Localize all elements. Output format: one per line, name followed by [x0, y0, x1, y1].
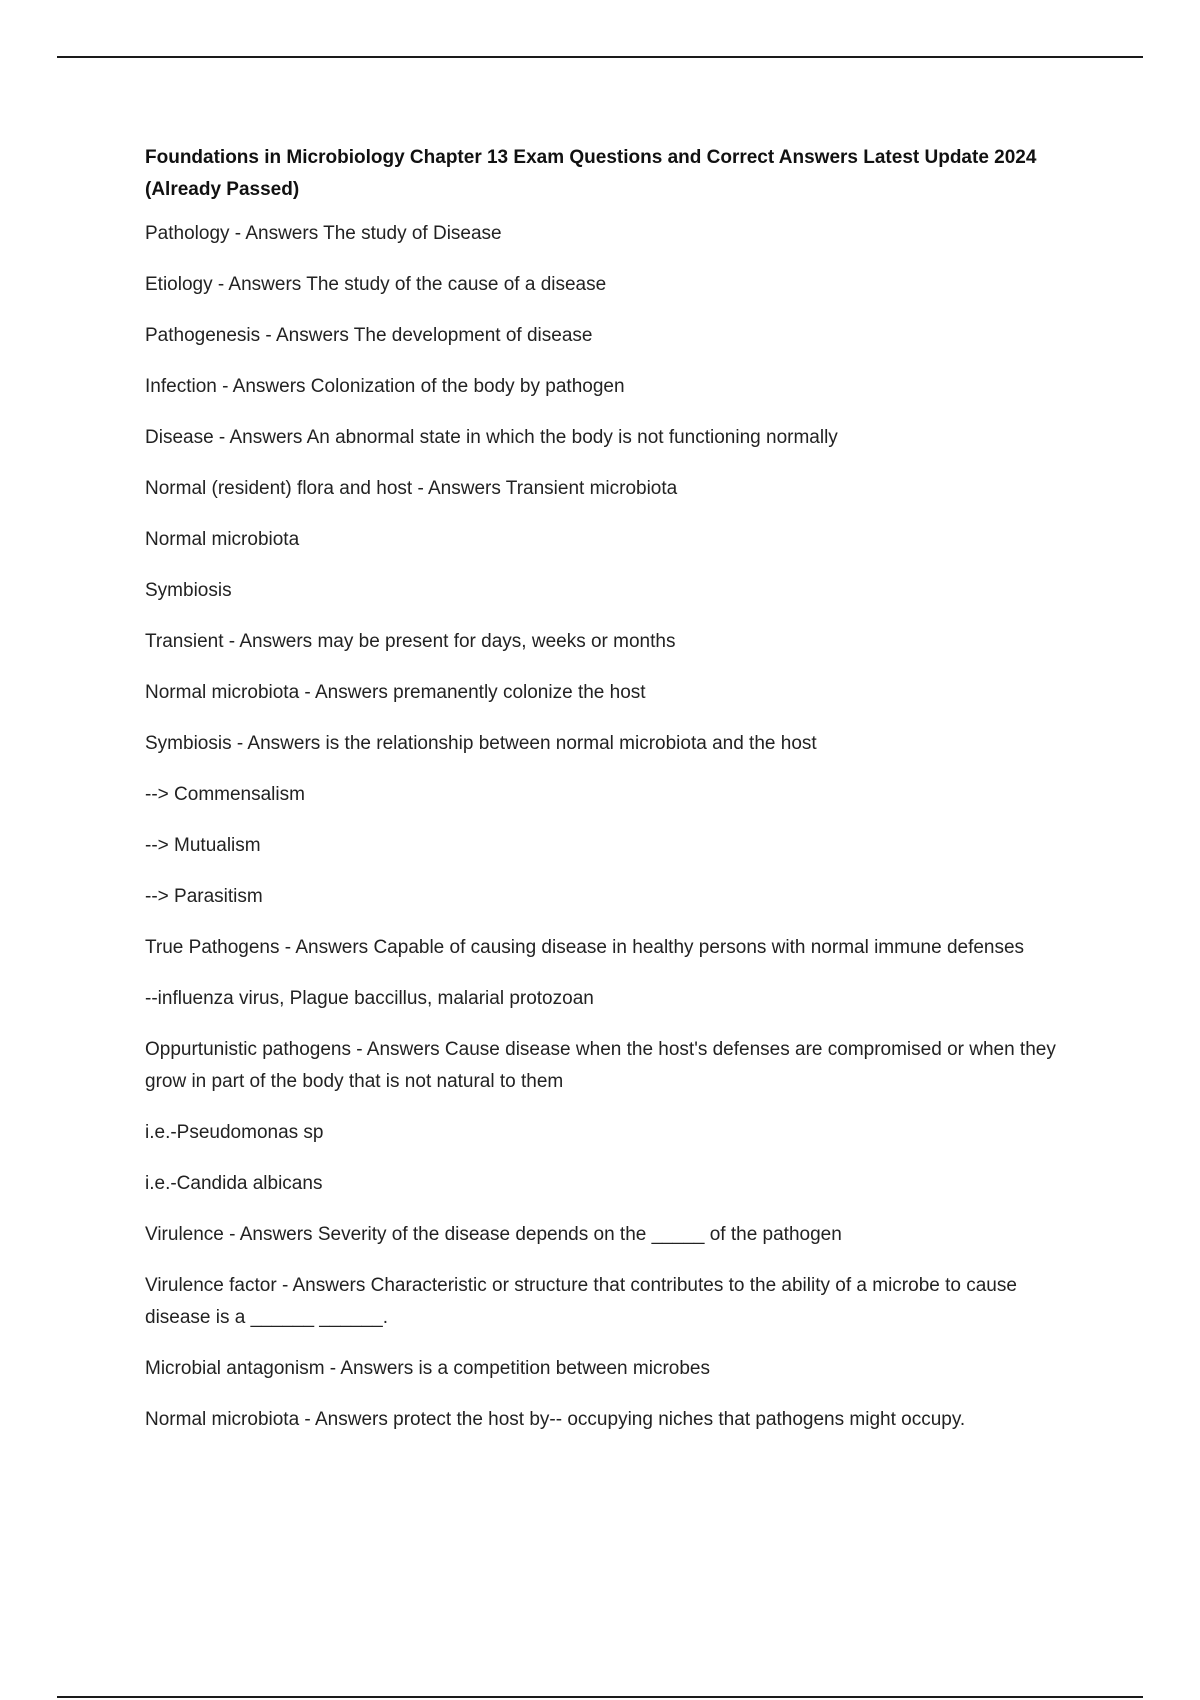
header-rule [57, 56, 1143, 58]
qa-entry: --> Parasitism [145, 886, 263, 907]
qa-entry: True Pathogens - Answers Capable of causing disease in healthy persons with normal immune defenses [145, 937, 1025, 958]
qa-entry: Symbiosis - Answers is the relationship between normal microbiota and the host [145, 733, 817, 754]
qa-entry: Pathogenesis - Answers The development of disease [145, 325, 593, 346]
qa-list [145, 218, 1085, 1436]
footer-rule [57, 1696, 1143, 1698]
qa-entry: Pathology - Answers The study of Disease [145, 223, 502, 244]
qa-entry: Etiology - Answers The study of the cause of a disease [145, 274, 607, 295]
document-title: Foundations in Microbiology Chapter 13 Exam Questions and Correct Answers Latest Update 2024 (Already Passed) [145, 147, 1037, 200]
qa-entry: i.e.-Candida albicans [145, 1173, 323, 1194]
qa-entry: Transient - Answers may be present for days, weeks or months [145, 631, 676, 652]
qa-entry: Virulence factor - Answers Characteristic or structure that contributes to the ability of a microbe to cause disease is a ______ ______. [145, 1275, 1017, 1328]
qa-entry: Normal microbiota - Answers protect the host by-- occupying niches that pathogens might occupy. [145, 1409, 966, 1430]
qa-entry: Normal (resident) flora and host - Answers Transient microbiota [145, 478, 678, 499]
qa-entry: Disease - Answers An abnormal state in which the body is not functioning normally [145, 427, 838, 448]
qa-entry: Infection - Answers Colonization of the body by pathogen [145, 376, 625, 397]
qa-entry: Oppurtunistic pathogens - Answers Cause disease when the host's defenses are compromised or when they grow in part of the body that is not natural to them [145, 1039, 1056, 1092]
qa-entry: Normal microbiota [145, 529, 300, 550]
qa-entry: Virulence - Answers Severity of the disease depends on the _____ of the pathogen [145, 1224, 842, 1245]
document-body [145, 142, 1085, 1455]
qa-entry: Normal microbiota - Answers premanently colonize the host [145, 682, 646, 703]
qa-entry: Microbial antagonism - Answers is a competition between microbes [145, 1358, 710, 1379]
qa-entry: i.e.-Pseudomonas sp [145, 1122, 324, 1143]
qa-entry: --> Commensalism [145, 784, 305, 805]
qa-entry: --> Mutualism [145, 835, 261, 856]
qa-entry: Symbiosis [145, 580, 232, 601]
qa-entry: --influenza virus, Plague baccillus, malarial protozoan [145, 988, 594, 1009]
